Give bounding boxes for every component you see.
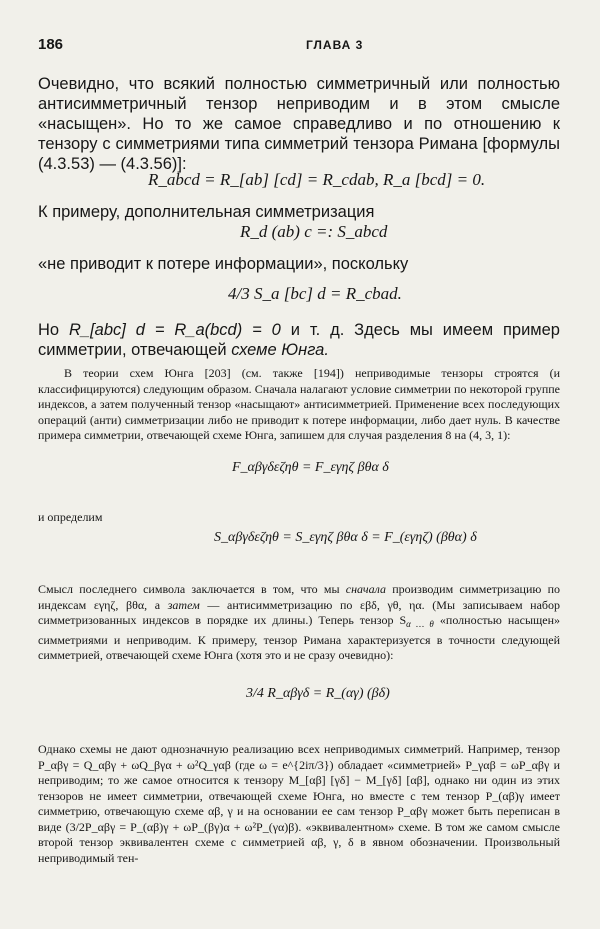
paragraph-6: и определим: [38, 510, 103, 524]
equation-riemann-young: 3/4 R_αβγδ = R_(αγ) (βδ): [246, 686, 390, 701]
page-header: [38, 36, 560, 56]
paragraph-7-part-c: производим симметризацию по индексам εγηζ, βθα, а: [38, 582, 561, 612]
paragraph-4: [38, 320, 560, 360]
paragraph-7-emphasis-then: затем: [167, 597, 200, 612]
paragraph-3: «не приводит к потере информации», поскольку: [38, 255, 409, 273]
chapter-title: ГЛАВА 3: [306, 38, 364, 52]
paragraph-7-part-a: Смысл последнего символа заключается в том, что мы: [38, 582, 340, 596]
young-scheme-term: схеме Юнга.: [231, 341, 329, 359]
equation-young-tensor-F: F_αβγδεζηθ = F_εγηζ βθα δ: [232, 460, 389, 475]
paragraph-5: В теории схем Юнга [203] (см. также [194]) неприводимые тензоры строятся (и классифицируются) следующим образом. Сначала налагают условие симметрии по некоторой группе индексов, а затем полученный тензор «насыщают» антисимметрией. Применение всех последующих операций (анти) симметризации либо не приводит к потере информации, либо дает нуль. В качестве примера симметрии, отвечающей схеме Юнга, запишем для случая разделения 8 на (4, 3, 1):: [38, 366, 560, 442]
page-number: 186: [38, 36, 64, 53]
equation-riemann-symmetries: R_abcd = R_[ab] [cd] = R_cdab, R_a [bcd] = 0.: [148, 170, 486, 189]
paragraph-2: К примеру, дополнительная симметризация: [38, 203, 375, 221]
paragraph-8: Однако схемы не дают однозначную реализацию всех неприводимых симметрий. Например, тензор P_αβγ = Q_αβγ + ωQ_βγα + ω²Q_γαβ (где ω = e^{2iπ/3}) обладает «симметрией» P_γαβ = ωP_αβγ и неприводим; то же самое относится к тензору M_[αβ] [γδ] − M_[γδ] [αβ], однако ни один из этих тензоров не имеет симметрии, отвечающей схеме Юнга, но вместе с тем тензор P_(αβ)γ имеет симметрию, отвечающую схеме αβ, γ и на основании ее сам тензор P_αβγ может быть переписан в виде (3/2P_αβγ = P_(αβ)γ + ωP_(βγ)α + ω²P_(γα)β). «эквивалентном» схеме. В том же самом смысле второй тензор эквивалентен схеме с симметрией αβ, γ, δ в явном обозначении. Произвольный неприводимый тен-: [38, 742, 560, 865]
paragraph-4-start: Но: [38, 321, 60, 339]
paragraph-1: Очевидно, что всякий полностью симметричный или полностью антисимметричный тензор неприводим и в этом смысле «насыщен». Но то же самое справедливо и по отношению к тензору с симметриями типа симметрий тензора Римана [формулы (4.3.53) — (4.3.56)]:: [38, 75, 560, 173]
paragraph-7-emphasis-first: сначала: [345, 582, 386, 596]
equation-riemann-relation: 4/3 S_a [bc] d = R_cbad.: [228, 284, 402, 303]
equation-young-tensor-S: S_αβγδεζηθ = S_εγηζ βθα δ = F_(εγηζ) (βθα) δ: [214, 530, 477, 545]
equation-symmetrization: R_d (ab) c =: S_abcd: [240, 222, 388, 241]
equation-inline-zero: R_[abc] d = R_a(bcd) = 0: [69, 321, 281, 339]
paragraph-4-middle: и т. д. Здесь мы имеем пример симметрии, отвечающей: [38, 321, 560, 359]
paragraph-7-part-f: «полностью насыщен» симметриями и неприводим. К примеру, тензор Римана характеризуется в точности следующей симметрией, отвечающей схеме Юнга (хотя это и не сразу очевидно):: [38, 613, 561, 662]
paragraph-7-part-e: — антисимметризацию по εβδ, γθ, ηα. (Мы записываем набор симметризованных индексов в порядке их длины.) Теперь тензор S: [38, 597, 561, 627]
paragraph-7: Смысл последнего символа заключается в том, что мы сначала производим симметризацию по индексам εγηζ, βθα, а затем — антисимметризацию по εβδ, γθ, ηα. (Мы записываем набор симметризованных индексов в порядке их длины.) Теперь тензор $S_{\alpha \dots \theta}$ «полностью насыщен» симметриями и неприводим. К примеру, тензор Римана характеризуется в точности следующей симметрией, отвечающей схеме Юнга (хотя это и не сразу очевидно):: [38, 582, 561, 662]
